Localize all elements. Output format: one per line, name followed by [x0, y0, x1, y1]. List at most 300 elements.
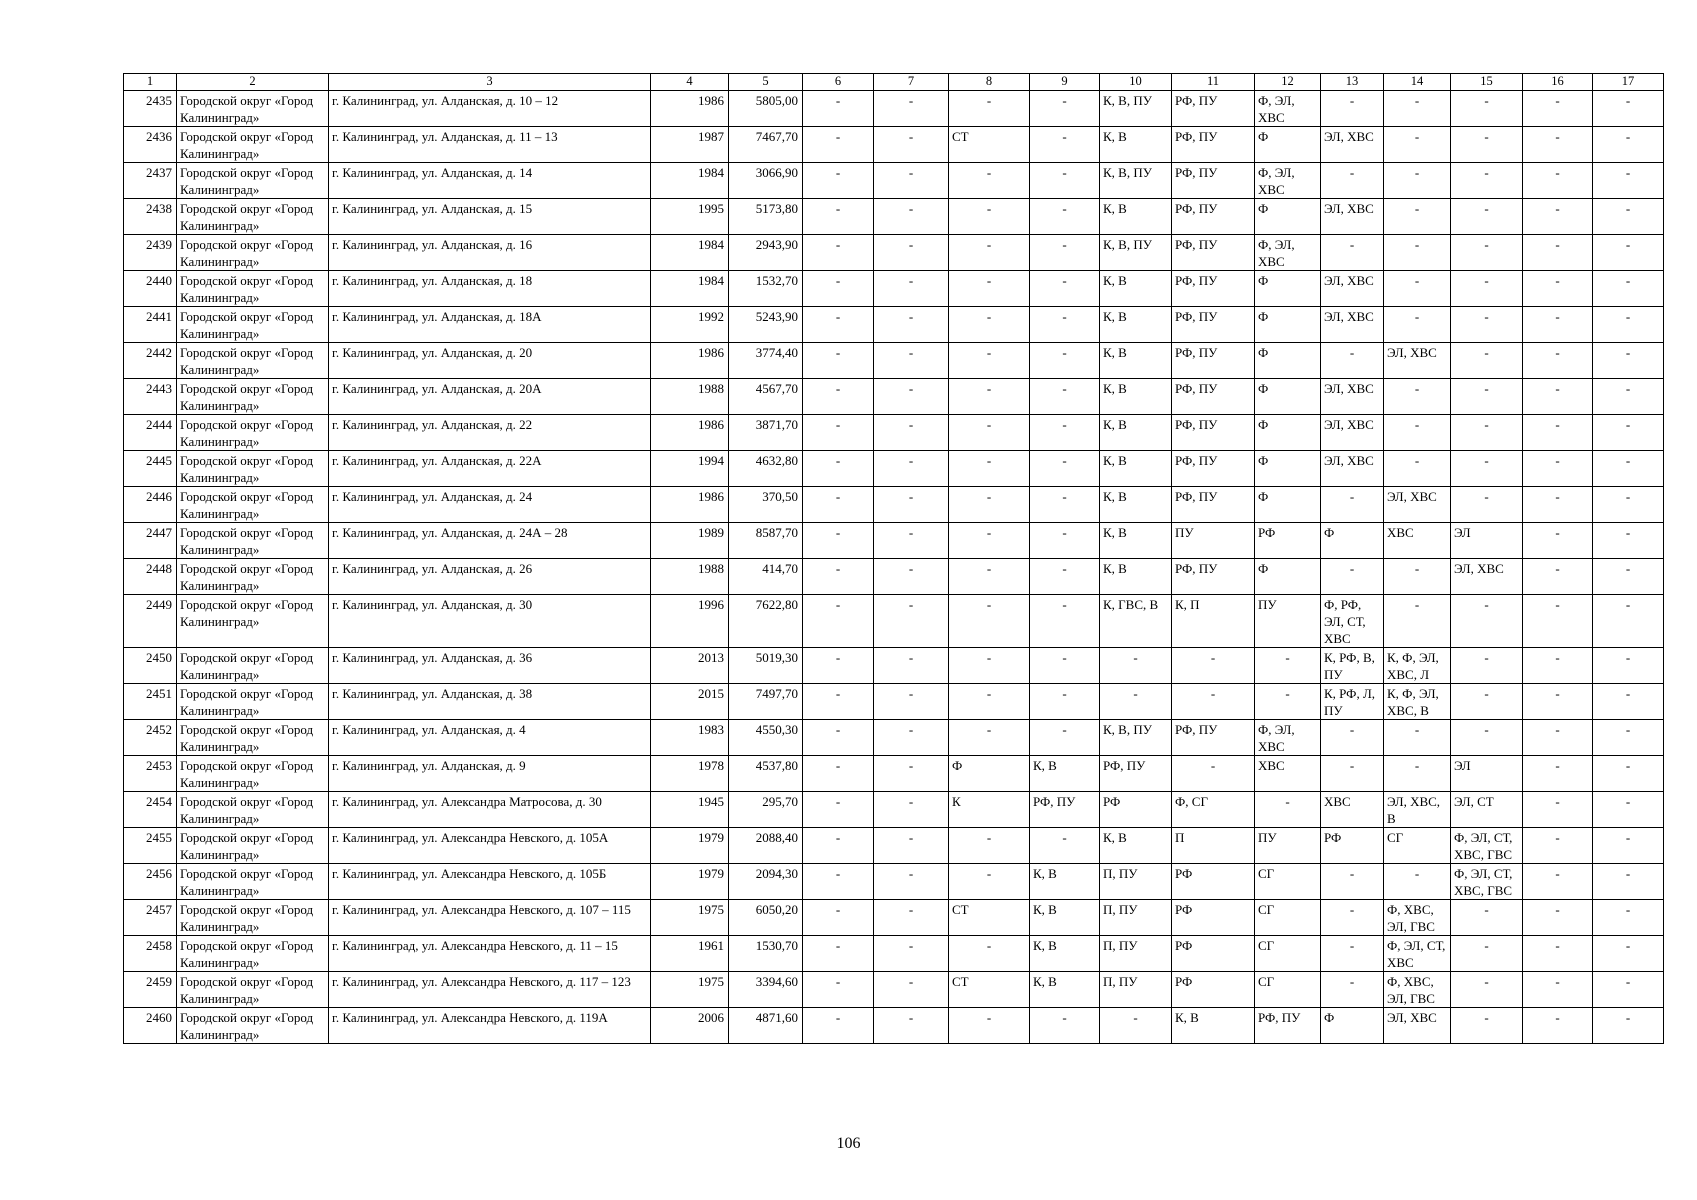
table-cell: 2454 — [124, 792, 177, 828]
table-cell: Городской округ «Город Калининград» — [177, 972, 329, 1008]
table-cell: РФ, ПУ — [1172, 91, 1255, 127]
table-cell: П — [1172, 828, 1255, 864]
table-row — [124, 828, 1664, 864]
table-cell: - — [949, 451, 1030, 487]
table-cell: - — [1523, 235, 1593, 271]
table-cell: - — [803, 199, 874, 235]
table-cell: г. Калининград, ул. Александра Матросова, д. 30 — [329, 792, 651, 828]
table-cell: 2450 — [124, 648, 177, 684]
table-cell: СГ — [1255, 864, 1321, 900]
table-cell: г. Калининград, ул. Алданская, д. 30 — [329, 595, 651, 648]
table-cell: - — [949, 379, 1030, 415]
table-cell: РФ, ПУ — [1172, 487, 1255, 523]
table-cell: 1945 — [651, 792, 729, 828]
table-cell: Городской округ «Город Калининград» — [177, 199, 329, 235]
table-cell: - — [1523, 595, 1593, 648]
table-cell: - — [1523, 559, 1593, 595]
table-cell: - — [1523, 163, 1593, 199]
table-cell: - — [1523, 792, 1593, 828]
table-cell: ПУ — [1255, 828, 1321, 864]
table-cell: - — [874, 343, 949, 379]
table-cell: 1994 — [651, 451, 729, 487]
table-cell: Ф — [1255, 271, 1321, 307]
table-cell: Ф, ЭЛ, ХВС — [1255, 91, 1321, 127]
table-cell: - — [949, 720, 1030, 756]
table-cell: Ф — [1255, 307, 1321, 343]
table-cell: - — [1030, 523, 1100, 559]
table-cell: ПУ — [1172, 523, 1255, 559]
table-cell: РФ — [1172, 864, 1255, 900]
table-cell: - — [874, 684, 949, 720]
table-cell: Ф — [1255, 451, 1321, 487]
table-cell: г. Калининград, ул. Александра Невского, д. 117 – 123 — [329, 972, 651, 1008]
table-cell: 2445 — [124, 451, 177, 487]
table-cell: К, В, ПУ — [1100, 91, 1172, 127]
table-cell: - — [1593, 1008, 1664, 1044]
table-cell: - — [1384, 720, 1451, 756]
table-cell: - — [1030, 127, 1100, 163]
table-cell: - — [1100, 1008, 1172, 1044]
table-cell: - — [1030, 163, 1100, 199]
table-cell: 1978 — [651, 756, 729, 792]
table-cell: - — [874, 235, 949, 271]
table-cell: ЭЛ, ХВС — [1321, 199, 1384, 235]
table-cell: - — [1593, 648, 1664, 684]
table-cell: - — [1593, 720, 1664, 756]
column-header: 7 — [874, 74, 949, 91]
table-cell: РФ, ПУ — [1172, 163, 1255, 199]
table-cell: - — [1451, 379, 1523, 415]
table-cell: 295,70 — [729, 792, 803, 828]
table-cell: - — [874, 864, 949, 900]
table-cell: г. Калининград, ул. Алданская, д. 36 — [329, 648, 651, 684]
column-number-header-row — [124, 74, 1664, 91]
table-cell: 4537,80 — [729, 756, 803, 792]
table-cell: 2439 — [124, 235, 177, 271]
table-cell: К, В — [1100, 127, 1172, 163]
table-cell: ЭЛ, ХВС — [1384, 343, 1451, 379]
table-cell: К, В — [1030, 756, 1100, 792]
table-cell: - — [803, 792, 874, 828]
table-cell: - — [1100, 648, 1172, 684]
column-header: 6 — [803, 74, 874, 91]
table-cell: - — [874, 936, 949, 972]
table-cell: - — [1451, 235, 1523, 271]
table-cell: РФ — [1100, 792, 1172, 828]
table-cell: - — [1593, 792, 1664, 828]
table-cell: - — [803, 523, 874, 559]
table-cell: ЭЛ — [1451, 523, 1523, 559]
table-cell: - — [1384, 595, 1451, 648]
table-cell: 5805,00 — [729, 91, 803, 127]
table-cell: - — [1593, 756, 1664, 792]
table-row — [124, 235, 1664, 271]
table-cell: 2441 — [124, 307, 177, 343]
table-cell: - — [1384, 864, 1451, 900]
table-cell: 2943,90 — [729, 235, 803, 271]
table-cell: - — [1593, 828, 1664, 864]
table-cell: - — [1593, 199, 1664, 235]
table-row — [124, 900, 1664, 936]
table-cell: К, В, ПУ — [1100, 163, 1172, 199]
table-cell: Ф — [1255, 487, 1321, 523]
table-cell: - — [1321, 235, 1384, 271]
table-cell: 2448 — [124, 559, 177, 595]
table-row — [124, 451, 1664, 487]
table-cell: - — [1451, 648, 1523, 684]
table-cell: - — [1321, 343, 1384, 379]
column-header: 9 — [1030, 74, 1100, 91]
table-cell: 1987 — [651, 127, 729, 163]
column-header: 13 — [1321, 74, 1384, 91]
table-cell: 5243,90 — [729, 307, 803, 343]
table-cell: - — [803, 307, 874, 343]
table-cell: 4550,30 — [729, 720, 803, 756]
table-cell: 1996 — [651, 595, 729, 648]
table-cell: - — [1451, 271, 1523, 307]
table-cell: К, РФ, В, ПУ — [1321, 648, 1384, 684]
table-cell: 2435 — [124, 91, 177, 127]
table-cell: - — [803, 415, 874, 451]
table-cell: - — [1030, 343, 1100, 379]
table-row — [124, 307, 1664, 343]
table-cell: ЭЛ, ХВС — [1321, 415, 1384, 451]
table-cell: - — [1593, 379, 1664, 415]
table-cell: 1532,70 — [729, 271, 803, 307]
table-cell: - — [803, 756, 874, 792]
table-cell: - — [1451, 936, 1523, 972]
table-cell: - — [1321, 487, 1384, 523]
table-cell: - — [803, 451, 874, 487]
table-cell: г. Калининград, ул. Александра Невского, д. 11 – 15 — [329, 936, 651, 972]
column-header: 15 — [1451, 74, 1523, 91]
table-cell: - — [1030, 235, 1100, 271]
table-cell: - — [1321, 900, 1384, 936]
table-cell: г. Калининград, ул. Александра Невского, д. 105Б — [329, 864, 651, 900]
table-cell: ПУ — [1255, 595, 1321, 648]
table-row — [124, 864, 1664, 900]
table-cell: г. Калининград, ул. Алданская, д. 14 — [329, 163, 651, 199]
table-cell: - — [1030, 559, 1100, 595]
table-cell: - — [803, 487, 874, 523]
table-cell: СГ — [1384, 828, 1451, 864]
table-cell: - — [803, 379, 874, 415]
table-cell: 3774,40 — [729, 343, 803, 379]
table-cell: РФ — [1172, 936, 1255, 972]
table-cell: Ф — [1321, 523, 1384, 559]
table-cell: Городской округ «Город Калининград» — [177, 415, 329, 451]
table-cell: Городской округ «Город Калининград» — [177, 307, 329, 343]
table-cell: Городской округ «Город Калининград» — [177, 163, 329, 199]
table-cell: - — [949, 1008, 1030, 1044]
table-cell: - — [1523, 451, 1593, 487]
table-cell: г. Калининград, ул. Алданская, д. 22 — [329, 415, 651, 451]
column-header: 3 — [329, 74, 651, 91]
table-cell: Городской округ «Город Калининград» — [177, 559, 329, 595]
table-cell: Ф, ЭЛ, ХВС — [1255, 235, 1321, 271]
table-row — [124, 271, 1664, 307]
table-cell: - — [1593, 235, 1664, 271]
column-header: 17 — [1593, 74, 1664, 91]
table-cell: - — [874, 487, 949, 523]
table-cell: - — [949, 828, 1030, 864]
table-cell: г. Калининград, ул. Алданская, д. 20А — [329, 379, 651, 415]
table-cell: 2094,30 — [729, 864, 803, 900]
table-cell: - — [874, 271, 949, 307]
table-cell: - — [1593, 127, 1664, 163]
table-cell: - — [1384, 379, 1451, 415]
table-cell: - — [1451, 451, 1523, 487]
table-cell: РФ — [1321, 828, 1384, 864]
table-cell: - — [1384, 451, 1451, 487]
table-cell: г. Калининград, ул. Алданская, д. 26 — [329, 559, 651, 595]
table-cell: - — [874, 900, 949, 936]
table-cell: - — [949, 595, 1030, 648]
table-cell: РФ, ПУ — [1172, 415, 1255, 451]
table-cell: 1530,70 — [729, 936, 803, 972]
table-cell: - — [949, 648, 1030, 684]
table-cell: - — [1593, 487, 1664, 523]
table-cell: - — [803, 91, 874, 127]
table-cell: Ф, ЭЛ, СТ, ХВС, ГВС — [1451, 828, 1523, 864]
table-cell: 2436 — [124, 127, 177, 163]
table-cell: - — [803, 648, 874, 684]
table-cell: - — [1384, 415, 1451, 451]
table-cell: Городской округ «Город Калининград» — [177, 756, 329, 792]
table-cell: 2442 — [124, 343, 177, 379]
table-cell: - — [1451, 199, 1523, 235]
table-cell: - — [1321, 559, 1384, 595]
table-cell: - — [1593, 451, 1664, 487]
table-cell: 1979 — [651, 864, 729, 900]
table-cell: - — [874, 307, 949, 343]
table-cell: - — [1030, 720, 1100, 756]
table-cell: СГ — [1255, 936, 1321, 972]
table-cell: 2457 — [124, 900, 177, 936]
table-cell: - — [1523, 936, 1593, 972]
table-cell: Городской округ «Город Калининград» — [177, 648, 329, 684]
table-cell: К, Ф, ЭЛ, ХВС, Л — [1384, 648, 1451, 684]
column-header: 16 — [1523, 74, 1593, 91]
table-cell: - — [1523, 343, 1593, 379]
table-cell: К, В — [1172, 1008, 1255, 1044]
table-cell: - — [1030, 487, 1100, 523]
table-cell: СГ — [1255, 972, 1321, 1008]
table-cell: 5019,30 — [729, 648, 803, 684]
table-cell: - — [1384, 163, 1451, 199]
table-cell: - — [949, 91, 1030, 127]
table-cell: Городской округ «Город Калининград» — [177, 343, 329, 379]
table-cell: - — [1523, 756, 1593, 792]
table-cell: - — [1451, 163, 1523, 199]
table-cell: ХВС — [1321, 792, 1384, 828]
table-row — [124, 595, 1664, 648]
table-cell: 1984 — [651, 271, 729, 307]
table-row — [124, 972, 1664, 1008]
table-cell: - — [1030, 648, 1100, 684]
table-cell: К — [949, 792, 1030, 828]
table-cell: К, Ф, ЭЛ, ХВС, В — [1384, 684, 1451, 720]
table-cell: 3394,60 — [729, 972, 803, 1008]
table-cell: - — [1523, 271, 1593, 307]
table-cell: - — [1593, 415, 1664, 451]
table-cell: - — [1523, 199, 1593, 235]
table-cell: 1986 — [651, 343, 729, 379]
table-cell: 3871,70 — [729, 415, 803, 451]
table-cell: - — [1255, 648, 1321, 684]
table-cell: - — [949, 199, 1030, 235]
table-cell: ЭЛ, ХВС — [1321, 127, 1384, 163]
table-cell: - — [874, 792, 949, 828]
table-cell: г. Калининград, ул. Алданская, д. 24А – 28 — [329, 523, 651, 559]
table-cell: г. Калининград, ул. Алданская, д. 38 — [329, 684, 651, 720]
table-row — [124, 415, 1664, 451]
table-cell: 370,50 — [729, 487, 803, 523]
table-cell: - — [874, 972, 949, 1008]
table-cell: ЭЛ, ХВС — [1321, 379, 1384, 415]
column-header: 12 — [1255, 74, 1321, 91]
table-cell: 2006 — [651, 1008, 729, 1044]
table-cell: П, ПУ — [1100, 936, 1172, 972]
table-cell: - — [1255, 684, 1321, 720]
table-cell: Ф, ЭЛ, СТ, ХВС, ГВС — [1451, 864, 1523, 900]
table-cell: 1986 — [651, 415, 729, 451]
table-cell: - — [1451, 307, 1523, 343]
table-cell: К, РФ, Л, ПУ — [1321, 684, 1384, 720]
table-cell: - — [1030, 684, 1100, 720]
table-cell: СТ — [949, 972, 1030, 1008]
table-row — [124, 559, 1664, 595]
table-cell: 2451 — [124, 684, 177, 720]
table-cell: 1992 — [651, 307, 729, 343]
table-cell: - — [803, 163, 874, 199]
table-cell: - — [874, 1008, 949, 1044]
column-header: 4 — [651, 74, 729, 91]
table-cell: - — [1593, 972, 1664, 1008]
table-cell: К, В — [1100, 307, 1172, 343]
table-cell: 2447 — [124, 523, 177, 559]
table-cell: - — [1593, 595, 1664, 648]
table-cell: - — [1593, 684, 1664, 720]
table-cell: - — [803, 559, 874, 595]
table-row — [124, 792, 1664, 828]
table-cell: - — [874, 595, 949, 648]
table-cell: - — [803, 127, 874, 163]
table-cell: Городской округ «Город Калининград» — [177, 451, 329, 487]
table-cell: г. Калининград, ул. Алданская, д. 9 — [329, 756, 651, 792]
table-cell: - — [874, 559, 949, 595]
table-cell: 2013 — [651, 648, 729, 684]
column-header: 8 — [949, 74, 1030, 91]
table-cell: - — [803, 828, 874, 864]
table-cell: - — [874, 91, 949, 127]
table-cell: г. Калининград, ул. Алданская, д. 18А — [329, 307, 651, 343]
table-cell: 1984 — [651, 163, 729, 199]
table-cell: 1995 — [651, 199, 729, 235]
table-cell: Ф — [1255, 199, 1321, 235]
table-cell: К, В — [1030, 936, 1100, 972]
table-cell: - — [1384, 307, 1451, 343]
table-cell: Городской округ «Город Калининград» — [177, 271, 329, 307]
table-cell: К, В — [1100, 343, 1172, 379]
table-cell: Ф — [949, 756, 1030, 792]
table-cell: - — [1255, 792, 1321, 828]
table-cell: - — [1030, 828, 1100, 864]
table-cell: Городской округ «Город Калининград» — [177, 792, 329, 828]
table-cell: Ф — [1321, 1008, 1384, 1044]
table-cell: П, ПУ — [1100, 900, 1172, 936]
table-cell: К, В — [1030, 864, 1100, 900]
table-cell: - — [1451, 487, 1523, 523]
table-cell: - — [1593, 163, 1664, 199]
table-cell: РФ, ПУ — [1172, 199, 1255, 235]
table-cell: 2015 — [651, 684, 729, 720]
table-cell: П, ПУ — [1100, 864, 1172, 900]
table-cell: г. Калининград, ул. Алданская, д. 15 — [329, 199, 651, 235]
table-cell: - — [803, 684, 874, 720]
table-cell: - — [874, 199, 949, 235]
table-cell: - — [1593, 343, 1664, 379]
table-cell: К, В — [1100, 828, 1172, 864]
table-cell: г. Калининград, ул. Алданская, д. 24 — [329, 487, 651, 523]
table-cell: - — [1523, 864, 1593, 900]
table-cell: - — [803, 900, 874, 936]
table-row — [124, 684, 1664, 720]
table-cell: - — [1451, 415, 1523, 451]
table-cell: РФ, ПУ — [1172, 343, 1255, 379]
table-row — [124, 199, 1664, 235]
table-row — [124, 379, 1664, 415]
column-header: 1 — [124, 74, 177, 91]
column-header: 11 — [1172, 74, 1255, 91]
table-cell: - — [949, 684, 1030, 720]
table-cell: - — [1451, 595, 1523, 648]
table-cell: 1989 — [651, 523, 729, 559]
table-cell: К, В, ПУ — [1100, 720, 1172, 756]
table-cell: ЭЛ, ХВС — [1321, 271, 1384, 307]
page-number: 106 — [836, 1135, 861, 1152]
table-cell: 2453 — [124, 756, 177, 792]
table-cell: Городской округ «Город Калининград» — [177, 828, 329, 864]
table-cell: - — [874, 163, 949, 199]
table-cell: - — [949, 523, 1030, 559]
table-cell: - — [1321, 936, 1384, 972]
table-cell: 7622,80 — [729, 595, 803, 648]
table-cell: - — [874, 720, 949, 756]
table-cell: К, В — [1100, 415, 1172, 451]
table-cell: - — [803, 271, 874, 307]
table-cell: Городской округ «Город Калининград» — [177, 684, 329, 720]
table-cell: - — [1030, 379, 1100, 415]
table-cell: Ф, ЭЛ, ХВС — [1255, 163, 1321, 199]
table-cell: Ф — [1255, 415, 1321, 451]
table-cell: - — [1593, 523, 1664, 559]
table-cell: - — [874, 415, 949, 451]
table-cell: - — [874, 648, 949, 684]
table-cell: - — [1451, 900, 1523, 936]
table-cell: - — [1451, 684, 1523, 720]
table-cell: 4871,60 — [729, 1008, 803, 1044]
column-header: 2 — [177, 74, 329, 91]
table-cell: - — [1593, 91, 1664, 127]
table-cell: - — [803, 595, 874, 648]
table-cell: - — [1321, 720, 1384, 756]
table-cell: - — [1321, 972, 1384, 1008]
table-cell: - — [874, 127, 949, 163]
table-cell: 3066,90 — [729, 163, 803, 199]
table-cell: К, ГВС, В — [1100, 595, 1172, 648]
table-cell: 1984 — [651, 235, 729, 271]
